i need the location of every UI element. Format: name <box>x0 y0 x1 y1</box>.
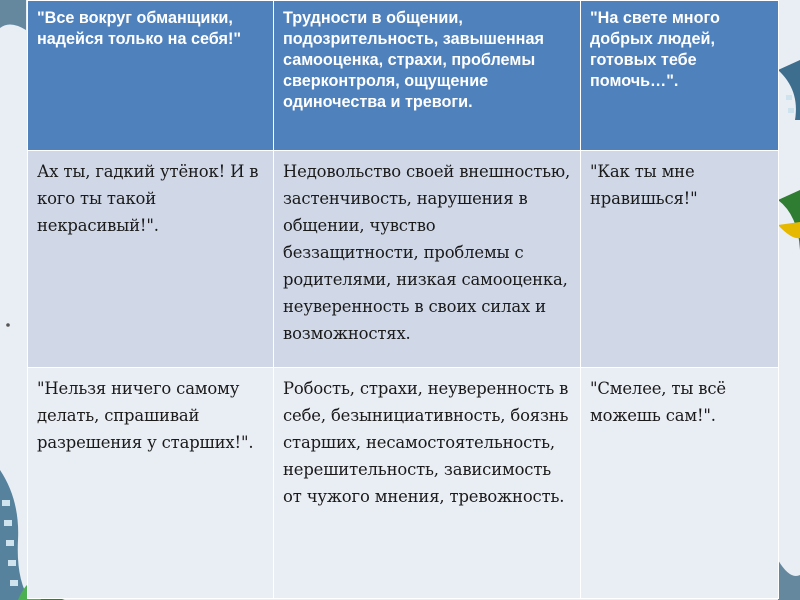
header-cell-consequences: Трудности в общении, подозрительность, завышенная самооценка, страхи, проблемы сверконтроля, ощущение одиночества и тревоги. <box>274 1 581 151</box>
cell-negative-phrase: "Нельзя ничего самому делать, спрашивай разрешения у старших!". <box>28 368 274 599</box>
cell-positive-phrase: "Как ты мне нравишься!" <box>581 151 779 368</box>
table-row <box>28 151 779 368</box>
table-header-row <box>28 1 779 151</box>
cell-consequences: Робость, страхи, неуверенность в себе, безынициативность, боязнь старших, несамостоятельность, нерешительность, зависимость от чужого мнения, тревожность. <box>274 368 581 599</box>
comparison-table <box>27 0 779 599</box>
cell-positive-phrase: "Смелее, ты всё можешь сам!". <box>581 368 779 599</box>
cell-negative-phrase: Ах ты, гадкий утёнок! И в кого ты такой некрасивый!". <box>28 151 274 368</box>
film-strip-icon <box>0 0 30 600</box>
ribbon-icon <box>778 60 800 600</box>
header-cell-negative: "Все вокруг обманщики, надейся только на себя!" <box>28 1 274 151</box>
table-row <box>28 368 779 599</box>
cell-consequences: Недовольство своей внешностью, застенчивость, нарушения в общении, чувство беззащитности, проблемы с родителями, низкая самооценка, неуверенность в своих силах и возможностях. <box>274 151 581 368</box>
dot-mark <box>6 323 10 327</box>
header-cell-positive: "На свете много добрых людей, готовых тебе помочь…". <box>581 1 779 151</box>
